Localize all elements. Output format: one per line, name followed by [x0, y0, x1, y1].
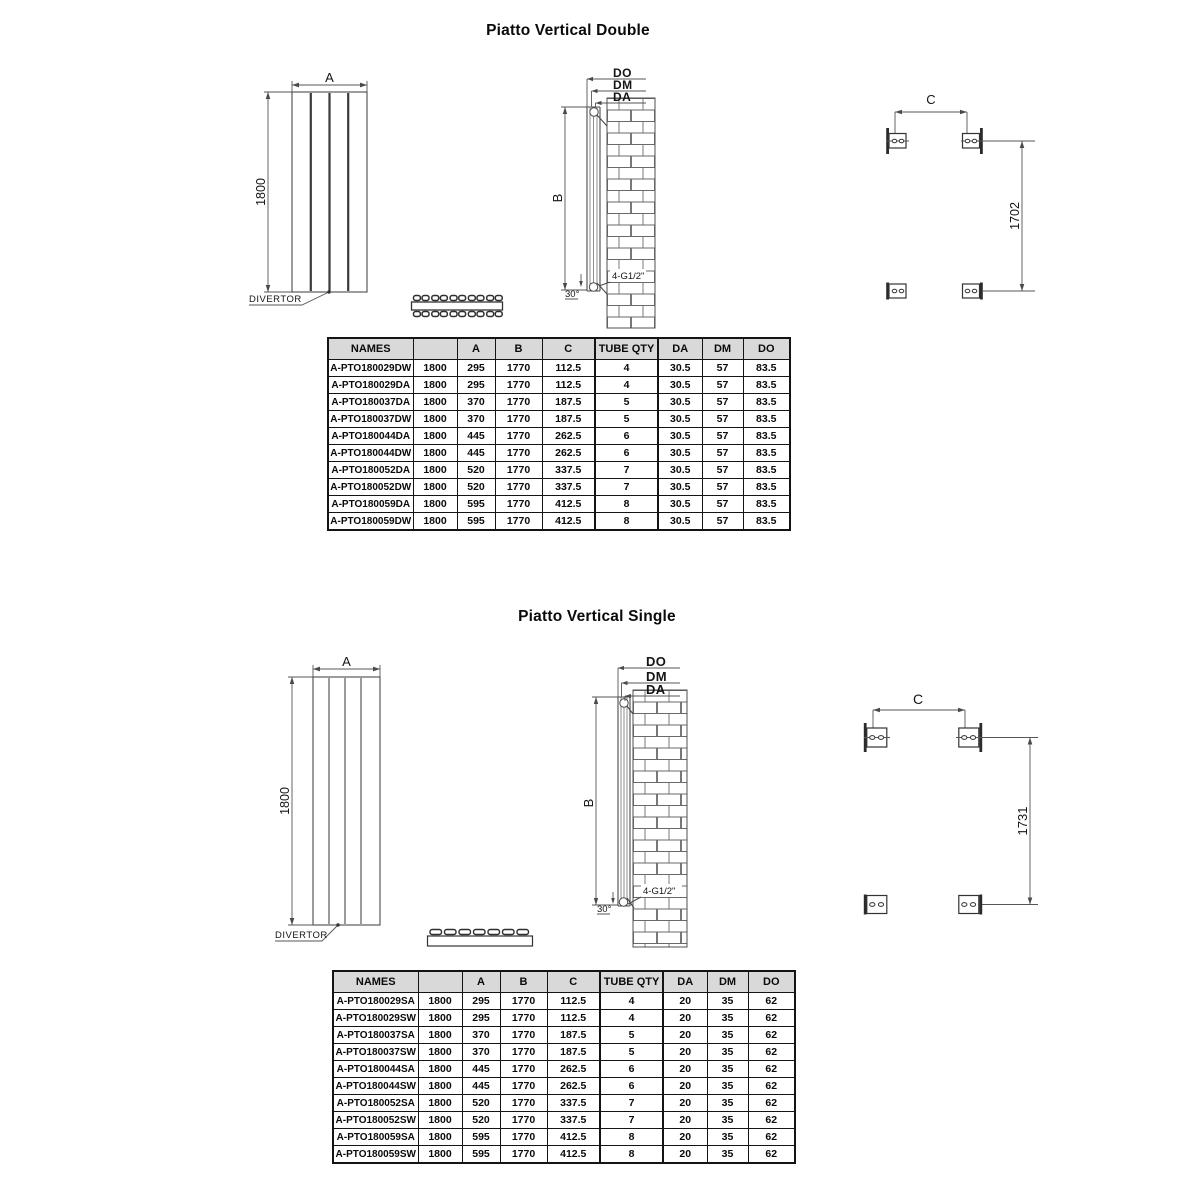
cell: A-PTO180059DA: [328, 496, 413, 513]
cell: A-PTO180052SA: [333, 1095, 418, 1112]
dim-label-dm: DM: [613, 78, 633, 92]
cell: 30.5: [658, 411, 702, 428]
cell: 7: [595, 462, 658, 479]
height-dimension: [550, 107, 587, 290]
top-right-bracket: [961, 128, 983, 154]
cell: 1770: [500, 1027, 547, 1044]
dim-label-b: B: [581, 798, 596, 808]
cell: 83.5: [743, 377, 790, 394]
header-cell: DA: [663, 971, 707, 993]
radiator-profile: [587, 107, 607, 294]
double-front-view-drawing: [240, 72, 420, 317]
cell: 337.5: [542, 462, 595, 479]
cell: 1800: [413, 428, 457, 445]
angle-callout: [597, 892, 615, 915]
cell: A-PTO180029SW: [333, 1010, 418, 1027]
wall-section: [607, 98, 655, 328]
thread-label: 4-G1/2": [612, 271, 645, 282]
header-cell: NAMES: [328, 338, 413, 360]
cell: 595: [457, 513, 495, 531]
cell: 520: [462, 1112, 500, 1129]
angle-callout: [565, 274, 583, 300]
single-cross-section-drawing: [426, 923, 538, 951]
cell: 6: [595, 428, 658, 445]
table-row: [333, 1044, 795, 1061]
cell: 1770: [495, 445, 542, 462]
header-cell: C: [542, 338, 595, 360]
cell: 1800: [418, 993, 462, 1010]
bottom-left-bracket: [864, 895, 887, 915]
single-bracket-layout-drawing: [860, 680, 1060, 920]
cell: 295: [462, 993, 500, 1010]
cell: 1800: [418, 1027, 462, 1044]
header-cell: [413, 338, 457, 360]
cell: 57: [702, 360, 743, 377]
cell: 445: [457, 445, 495, 462]
cell: A-PTO180044SW: [333, 1078, 418, 1095]
dim-label-da: DA: [613, 90, 632, 104]
bracket-height-dimension: [982, 738, 1038, 905]
bracket-width-dimension: [873, 691, 965, 733]
cell: 112.5: [542, 360, 595, 377]
cell: 1800: [418, 1078, 462, 1095]
cell: 62: [748, 993, 795, 1010]
thread-label: 4-G1/2": [643, 886, 676, 897]
cell: 62: [748, 1044, 795, 1061]
cell: 35: [707, 1078, 748, 1095]
table-row: [333, 1129, 795, 1146]
header-cell: DA: [658, 338, 702, 360]
double-bracket-layout-drawing: [855, 85, 1050, 310]
table-row: [328, 360, 790, 377]
cell: 5: [600, 1044, 663, 1061]
single-spec-table: [332, 970, 796, 1164]
bottom-right-bracket: [959, 895, 982, 915]
dim-label-c: C: [912, 691, 924, 707]
bottom-left-bracket: [886, 283, 906, 300]
cell: 337.5: [547, 1112, 600, 1129]
cell: A-PTO180037SA: [333, 1027, 418, 1044]
cell: 83.5: [743, 394, 790, 411]
cell: 1770: [495, 411, 542, 428]
cell: 35: [707, 1061, 748, 1078]
cell: 30.5: [658, 445, 702, 462]
cell: 57: [702, 411, 743, 428]
width-dimension: [292, 70, 367, 92]
cell: 62: [748, 1027, 795, 1044]
cell: A-PTO180059SA: [333, 1129, 418, 1146]
cell: 295: [457, 377, 495, 394]
cell: A-PTO180029DA: [328, 377, 413, 394]
single-front-view-drawing: [265, 655, 425, 955]
cell: 8: [595, 513, 658, 531]
table-header-row: [333, 971, 795, 993]
cell: 4: [595, 377, 658, 394]
cell: 1770: [495, 377, 542, 394]
table-row: [333, 1027, 795, 1044]
cell: A-PTO180037DA: [328, 394, 413, 411]
cell: A-PTO180029SA: [333, 993, 418, 1010]
cell: 62: [748, 1146, 795, 1164]
cell: 295: [457, 360, 495, 377]
double-cross-section-drawing: [410, 293, 505, 319]
cell: 35: [707, 1044, 748, 1061]
header-cell: TUBE QTY: [595, 338, 658, 360]
cell: A-PTO180044DW: [328, 445, 413, 462]
cell: 1770: [500, 1010, 547, 1027]
cell: 7: [600, 1095, 663, 1112]
radiator-profile: [618, 697, 634, 908]
panel-tabs-top: [430, 930, 529, 935]
cell: 262.5: [547, 1061, 600, 1078]
cell: 1800: [413, 377, 457, 394]
cell: 112.5: [542, 377, 595, 394]
cell: 62: [748, 1078, 795, 1095]
cell: A-PTO180052DA: [328, 462, 413, 479]
cell: 83.5: [743, 428, 790, 445]
double-side-view-drawing: [550, 63, 715, 338]
cell: 1800: [418, 1146, 462, 1164]
table-row: [328, 377, 790, 394]
dim-label-1702: 1702: [1008, 202, 1022, 230]
cell: 83.5: [743, 513, 790, 531]
cell: 35: [707, 1112, 748, 1129]
cell: 57: [702, 428, 743, 445]
panel-tabs-bottom: [414, 312, 503, 317]
cell: 57: [702, 445, 743, 462]
cell: 1770: [495, 462, 542, 479]
cell: 6: [600, 1078, 663, 1095]
cell: 445: [457, 428, 495, 445]
panel-tabs-top: [414, 296, 503, 301]
header-cell: A: [457, 338, 495, 360]
cell: 187.5: [547, 1027, 600, 1044]
cell: 595: [462, 1146, 500, 1164]
dim-label-1800: 1800: [278, 787, 292, 815]
cell: 412.5: [547, 1129, 600, 1146]
cell: 1800: [413, 462, 457, 479]
cell: A-PTO180052DW: [328, 479, 413, 496]
cell: 1770: [500, 1095, 547, 1112]
cell: 370: [457, 411, 495, 428]
cell: 83.5: [743, 445, 790, 462]
header-cell: A: [462, 971, 500, 993]
table-row: [328, 496, 790, 513]
single-side-view-drawing: [580, 650, 750, 950]
cell: 262.5: [542, 445, 595, 462]
cell: 83.5: [743, 462, 790, 479]
cell: 35: [707, 993, 748, 1010]
cell: 1770: [500, 1044, 547, 1061]
cell: 83.5: [743, 411, 790, 428]
top-left-bracket: [886, 128, 909, 154]
cell: 4: [595, 360, 658, 377]
cell: 62: [748, 1129, 795, 1146]
height-dimension: [254, 92, 292, 292]
cell: 595: [462, 1129, 500, 1146]
cell: 20: [663, 1027, 707, 1044]
header-cell: [418, 971, 462, 993]
cell: 112.5: [547, 993, 600, 1010]
divertor-label: DIVERTOR: [249, 294, 302, 305]
header-cell: C: [547, 971, 600, 993]
cell: 1800: [418, 1095, 462, 1112]
table-row: [328, 411, 790, 428]
cell: A-PTO180037DW: [328, 411, 413, 428]
cell: 295: [462, 1010, 500, 1027]
cell: 35: [707, 1129, 748, 1146]
header-cell: B: [495, 338, 542, 360]
cell: 30.5: [658, 428, 702, 445]
cell: 1770: [500, 1129, 547, 1146]
cell: A-PTO180029DW: [328, 360, 413, 377]
header-cell: B: [500, 971, 547, 993]
cell: 30.5: [658, 360, 702, 377]
dim-label-a: A: [325, 70, 334, 85]
cell: 370: [462, 1027, 500, 1044]
cell: 1770: [495, 360, 542, 377]
cell: 1800: [418, 1061, 462, 1078]
cell: 1800: [413, 479, 457, 496]
dim-label-do: DO: [613, 66, 632, 80]
cell: 62: [748, 1061, 795, 1078]
table-row: [328, 479, 790, 496]
cell: 8: [600, 1146, 663, 1164]
cell: 57: [702, 513, 743, 531]
cell: A-PTO180044SA: [333, 1061, 418, 1078]
cell: 6: [600, 1061, 663, 1078]
cell: 20: [663, 1129, 707, 1146]
cell: 520: [462, 1095, 500, 1112]
cell: 370: [462, 1044, 500, 1061]
radiator-panel: [292, 92, 367, 292]
table-row: [328, 445, 790, 462]
cell: 112.5: [547, 1010, 600, 1027]
cell: 30.5: [658, 394, 702, 411]
cell: 7: [600, 1112, 663, 1129]
cell: 35: [707, 1010, 748, 1027]
cell: 20: [663, 1146, 707, 1164]
cell: 262.5: [542, 428, 595, 445]
cell: 1770: [495, 479, 542, 496]
header-cell: DO: [743, 338, 790, 360]
cell: 520: [457, 462, 495, 479]
cell: 20: [663, 993, 707, 1010]
angle-label: 30°: [597, 904, 612, 915]
cell: 5: [600, 1027, 663, 1044]
cell: 412.5: [542, 496, 595, 513]
cell: 8: [600, 1129, 663, 1146]
table-row: [328, 513, 790, 531]
bracket-width-dimension: [895, 92, 967, 139]
cell: 20: [663, 1010, 707, 1027]
cell: 1770: [495, 513, 542, 531]
cell: 1800: [413, 394, 457, 411]
cell: 20: [663, 1078, 707, 1095]
dim-label-b: B: [550, 193, 565, 203]
table-row: [333, 993, 795, 1010]
cell: 83.5: [743, 360, 790, 377]
cell: 1800: [418, 1112, 462, 1129]
bracket-height-dimension: [983, 141, 1035, 291]
bottom-right-bracket: [963, 283, 983, 300]
height-dimension: [278, 677, 313, 925]
cell: 1800: [413, 411, 457, 428]
header-cell: TUBE QTY: [600, 971, 663, 993]
cell: 1770: [495, 496, 542, 513]
cell: 62: [748, 1095, 795, 1112]
cell: 30.5: [658, 513, 702, 531]
cell: 1770: [500, 1146, 547, 1164]
table-row: [328, 394, 790, 411]
dim-label-1731: 1731: [1015, 806, 1030, 836]
height-dimension: [581, 697, 618, 905]
cell: 57: [702, 462, 743, 479]
cell: 30.5: [658, 479, 702, 496]
divertor-callout: [275, 923, 340, 941]
cell: A-PTO180059SW: [333, 1146, 418, 1164]
header-cell: DO: [748, 971, 795, 993]
cell: 1770: [495, 394, 542, 411]
header-cell: DM: [702, 338, 743, 360]
cell: 520: [457, 479, 495, 496]
table-row: [333, 1010, 795, 1027]
cell: A-PTO180044DA: [328, 428, 413, 445]
cell: 187.5: [542, 394, 595, 411]
header-cell: NAMES: [333, 971, 418, 993]
table-row: [333, 1112, 795, 1129]
cell: 20: [663, 1112, 707, 1129]
dim-label-dm: DM: [646, 669, 668, 684]
cell: 412.5: [542, 513, 595, 531]
cell: 30.5: [658, 462, 702, 479]
table-row: [328, 428, 790, 445]
angle-label: 30°: [565, 289, 580, 300]
cell: 370: [457, 394, 495, 411]
cell: 57: [702, 377, 743, 394]
table-row: [333, 1146, 795, 1164]
dim-label-a: A: [342, 654, 351, 669]
cell: 35: [707, 1027, 748, 1044]
top-left-bracket: [864, 723, 890, 752]
cell: 6: [595, 445, 658, 462]
cell: 5: [595, 394, 658, 411]
width-dimension: [313, 654, 380, 677]
cell: 8: [595, 496, 658, 513]
cell: 62: [748, 1010, 795, 1027]
dim-label-c: C: [926, 92, 936, 107]
cell: 337.5: [542, 479, 595, 496]
cell: 1770: [500, 1061, 547, 1078]
section-title-single: Piatto Vertical Single: [518, 608, 676, 625]
cell: 187.5: [542, 411, 595, 428]
dim-label-do: DO: [646, 654, 667, 669]
cell: 62: [748, 1112, 795, 1129]
cell: 4: [600, 993, 663, 1010]
cell: 5: [595, 411, 658, 428]
cell: A-PTO180037SW: [333, 1044, 418, 1061]
cell: 445: [462, 1078, 500, 1095]
section-title-double: Piatto Vertical Double: [486, 22, 650, 39]
cell: 57: [702, 394, 743, 411]
cell: 1800: [418, 1044, 462, 1061]
dim-label-1800: 1800: [254, 178, 268, 206]
table-row: [333, 1078, 795, 1095]
cell: 57: [702, 479, 743, 496]
cell: 1800: [418, 1010, 462, 1027]
cell: 1770: [500, 1112, 547, 1129]
cell: 445: [462, 1061, 500, 1078]
cell: 337.5: [547, 1095, 600, 1112]
cell: 1800: [413, 513, 457, 531]
cell: A-PTO180052SW: [333, 1112, 418, 1129]
cell: 30.5: [658, 496, 702, 513]
table-row: [328, 462, 790, 479]
table-row: [333, 1095, 795, 1112]
cell: 7: [595, 479, 658, 496]
cell: 412.5: [547, 1146, 600, 1164]
top-right-bracket: [956, 723, 983, 752]
header-cell: DM: [707, 971, 748, 993]
cell: 1800: [413, 445, 457, 462]
cell: 83.5: [743, 496, 790, 513]
wall-section: [633, 690, 687, 947]
cell: 1800: [418, 1129, 462, 1146]
table-row: [333, 1061, 795, 1078]
cell: 1770: [500, 1078, 547, 1095]
cell: 83.5: [743, 479, 790, 496]
table-header-row: [328, 338, 790, 360]
cell: 57: [702, 496, 743, 513]
cell: 30.5: [658, 377, 702, 394]
cell: 1800: [413, 360, 457, 377]
dim-label-da: DA: [646, 682, 666, 697]
cell: 595: [457, 496, 495, 513]
cell: 1770: [495, 428, 542, 445]
cell: 187.5: [547, 1044, 600, 1061]
cell: 1770: [500, 993, 547, 1010]
cell: 20: [663, 1061, 707, 1078]
cell: 35: [707, 1095, 748, 1112]
divertor-label: DIVERTOR: [275, 930, 328, 941]
cell: 20: [663, 1044, 707, 1061]
radiator-panel: [313, 677, 380, 925]
cell: 1800: [413, 496, 457, 513]
cell: A-PTO180059DW: [328, 513, 413, 531]
cell: 20: [663, 1095, 707, 1112]
cell: 4: [600, 1010, 663, 1027]
cell: 35: [707, 1146, 748, 1164]
cell: 262.5: [547, 1078, 600, 1095]
double-spec-table: [327, 337, 791, 531]
